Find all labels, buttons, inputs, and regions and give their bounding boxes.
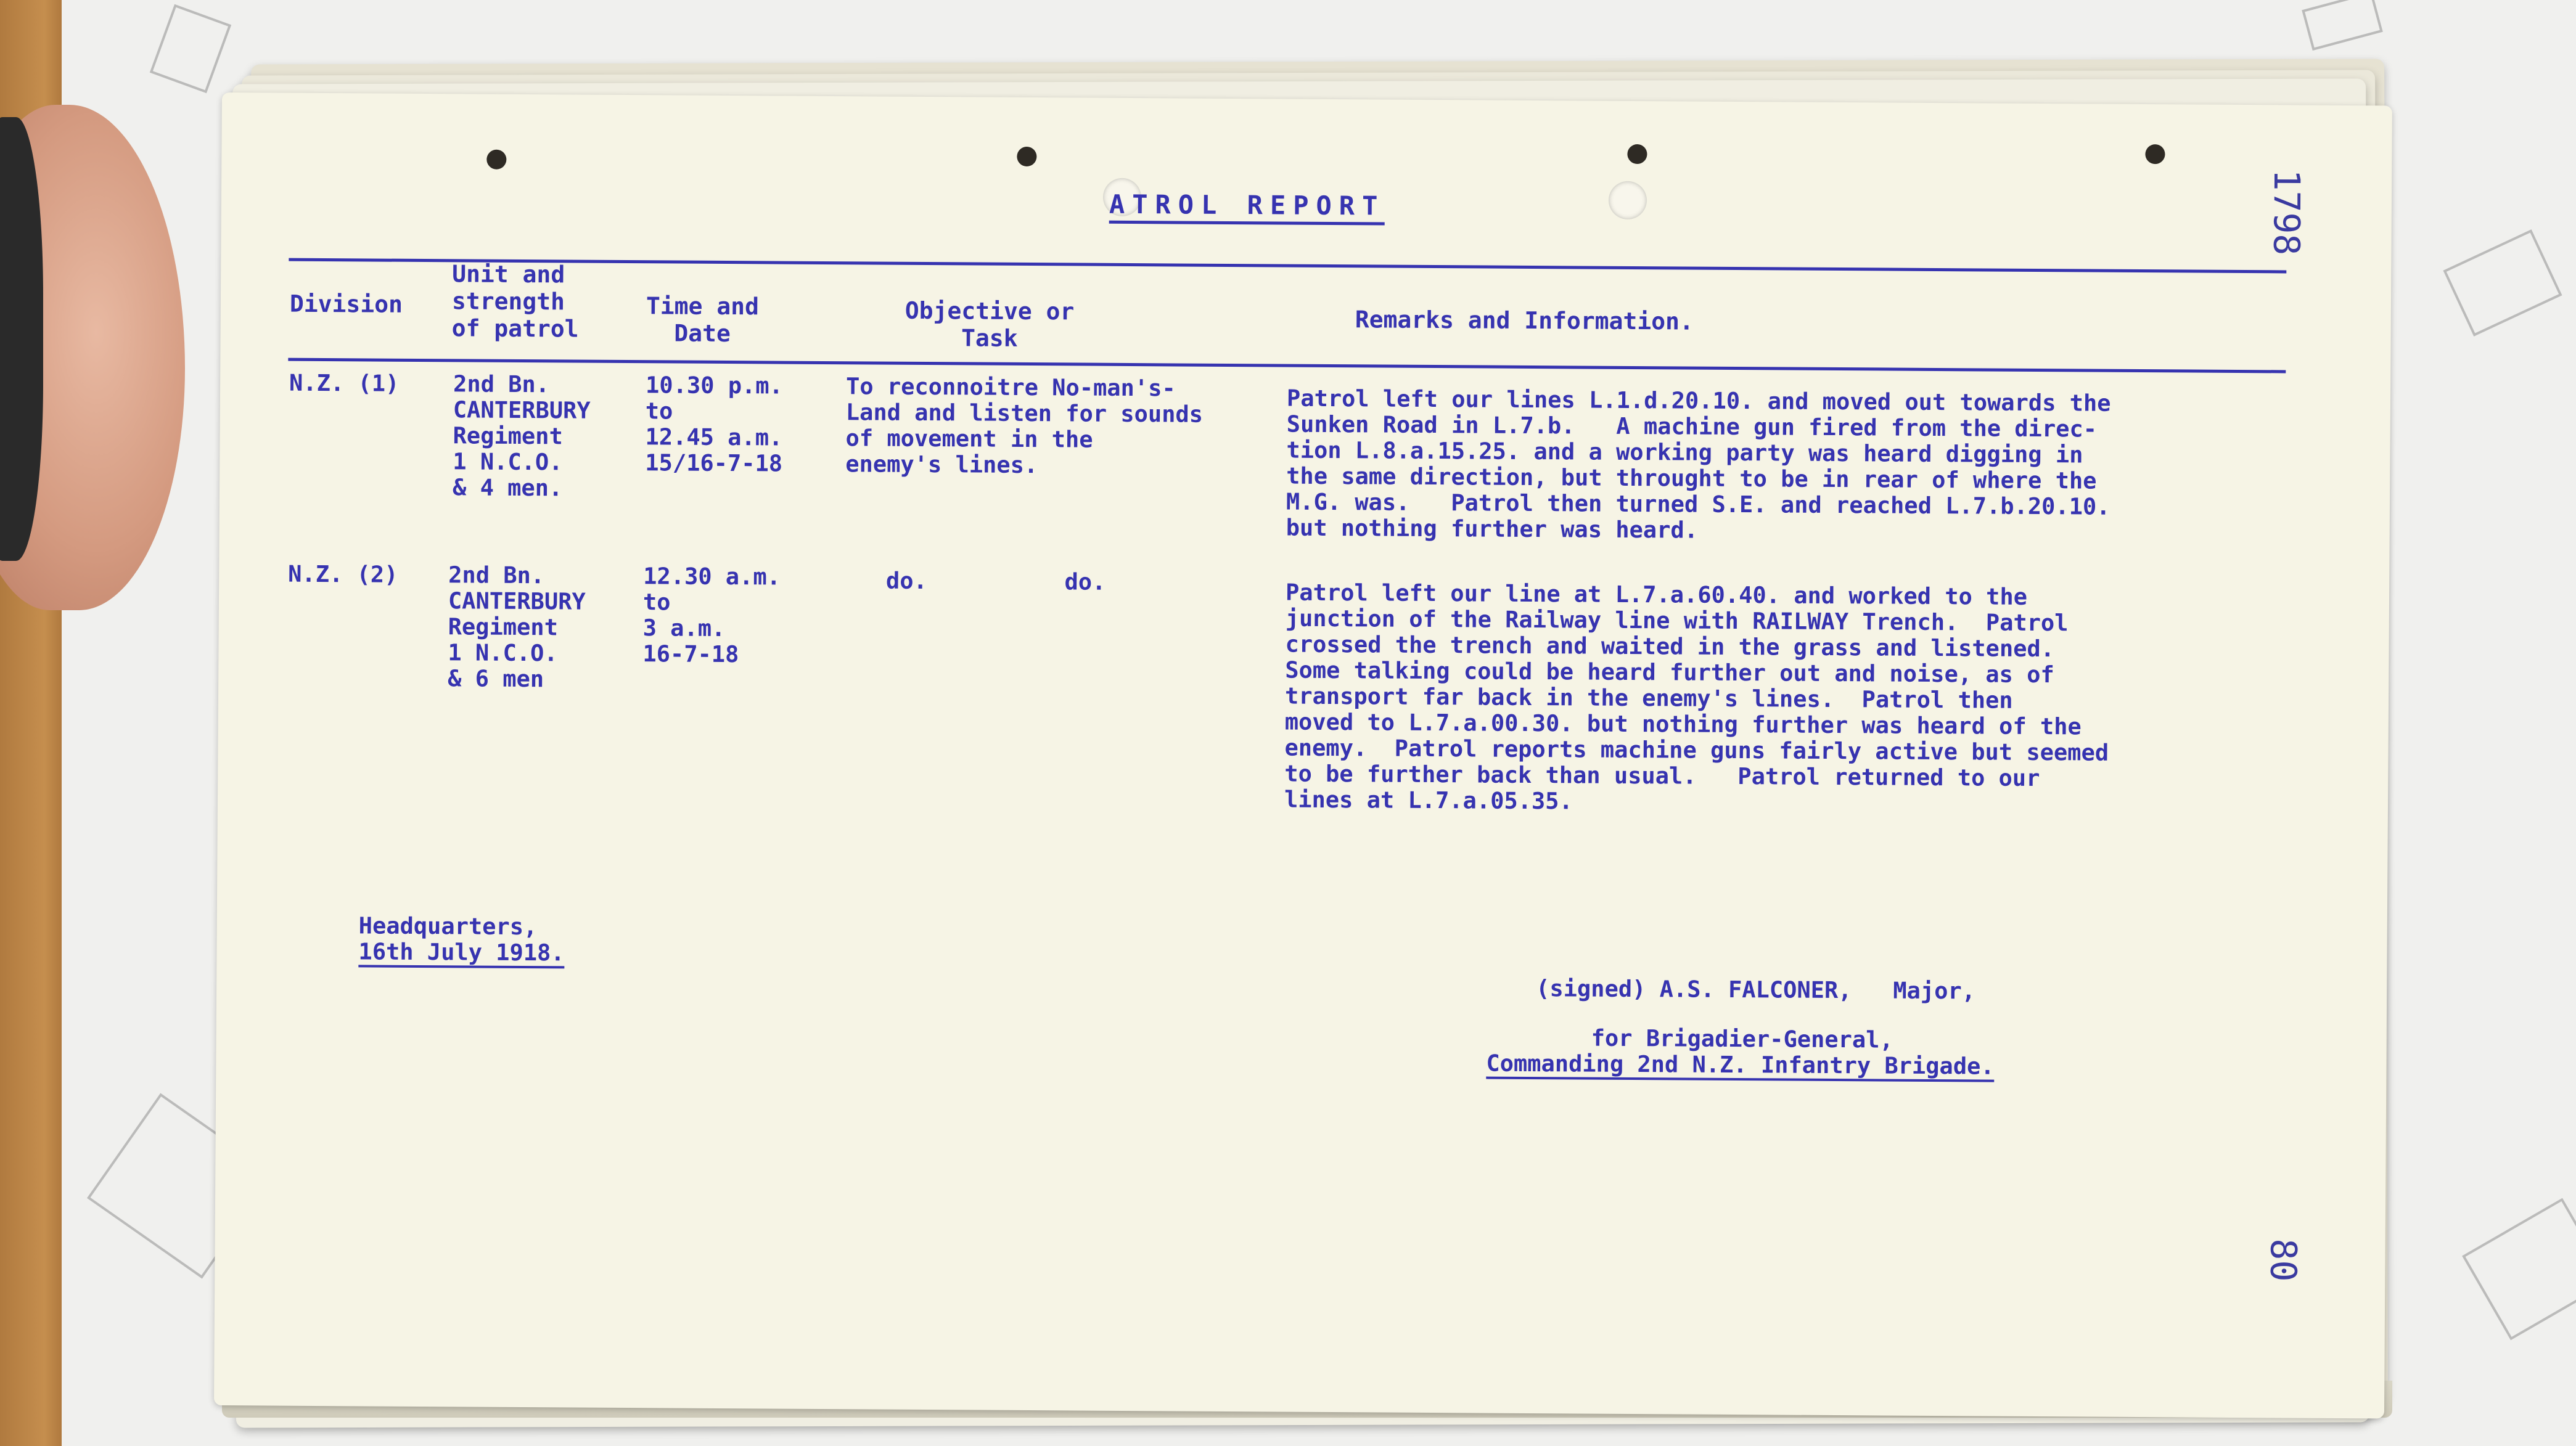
for-line: for Brigadier-General, [1591, 1024, 1893, 1053]
row-1-unit: 2nd Bn. CANTERBURY Regiment 1 N.C.O. & 4 men. [452, 370, 591, 502]
hq-line: Headquarters, [358, 912, 538, 941]
row-1-objective: To reconnoitre No-man's- Land and listen for sounds of movement in the enemy's lines. [845, 373, 1204, 479]
sleeve [0, 117, 43, 561]
row-2-time: 12.30 a.m. to 3 a.m. 16-7-18 [642, 563, 781, 668]
folio-number-top: 1798 [2265, 169, 2308, 256]
header-time: Time and Date [646, 292, 760, 348]
row-1-remarks: Patrol left our lines L.1.d.20.10. and moved out towards the Sunken Road in L.7.b. A machine gun fired from the direc- tion L.8.a.15.25. and a working party was heard digging in the same direction, but throught to be in rear of where the M.G. was. Patrol then turned S.E. and reached L.7.b.20.10. but nothing further was heard. [1286, 385, 2111, 544]
punch-hole [2145, 144, 2165, 164]
row-2-unit: 2nd Bn. CANTERBURY Regiment 1 N.C.O. & 6 men [448, 562, 586, 693]
row-2-objective: do. do. [845, 567, 1106, 595]
pencil-sketch [150, 4, 231, 93]
row-2-division: N.Z. (2) [288, 560, 398, 588]
row-1-time: 10.30 p.m. to 12.45 a.m. 15/16-7-18 [645, 372, 784, 477]
header-top-rule [289, 258, 2286, 274]
folio-number-bottom: 80 [2262, 1238, 2305, 1282]
row-2-remarks: Patrol left our line at L.7.a.60.40. and worked to the junction of the Railway line with RAILWAY Trench. Patrol crossed the trench and waited in the grass and listened. Some talking could be heard further out and noise, as of transport far back in the enemy's lines. Patrol then moved to L.7.a.00.30. but nothing further was heard of the enemy. Patrol reports machine guns fairly active but seemed to be further back than usual. Patrol returned to our lines at L.7.a.05.35. [1284, 579, 2109, 815]
signature-line: (signed) A.S. FALCONER, Major, [1536, 975, 1976, 1005]
header-remarks: Remarks and Information. [1355, 306, 1694, 335]
header-unit: Unit and strength of patrol [451, 260, 579, 343]
punch-hole [1017, 147, 1036, 166]
pencil-sketch [2302, 0, 2383, 51]
patrol-report-sheet [214, 92, 2392, 1418]
punch-hole [1627, 144, 1647, 164]
header-objective: Objective or Task [904, 296, 1075, 352]
commanding-text: Commanding 2nd N.Z. Infantry Brigade. [1486, 1051, 1994, 1082]
punch-hole [1609, 181, 1647, 219]
punch-hole [486, 150, 506, 170]
header-division: Division [289, 290, 403, 318]
pencil-sketch [2462, 1198, 2576, 1341]
header-bottom-rule [288, 358, 2286, 374]
commanding-line [1486, 1051, 1994, 1082]
row-1-division: N.Z. (1) [289, 369, 400, 397]
hq-date [358, 939, 564, 968]
hq-date-text: 16th July 1918. [358, 939, 564, 968]
page-title: ATROL REPORT [1109, 189, 1385, 226]
pencil-sketch [2443, 229, 2562, 337]
